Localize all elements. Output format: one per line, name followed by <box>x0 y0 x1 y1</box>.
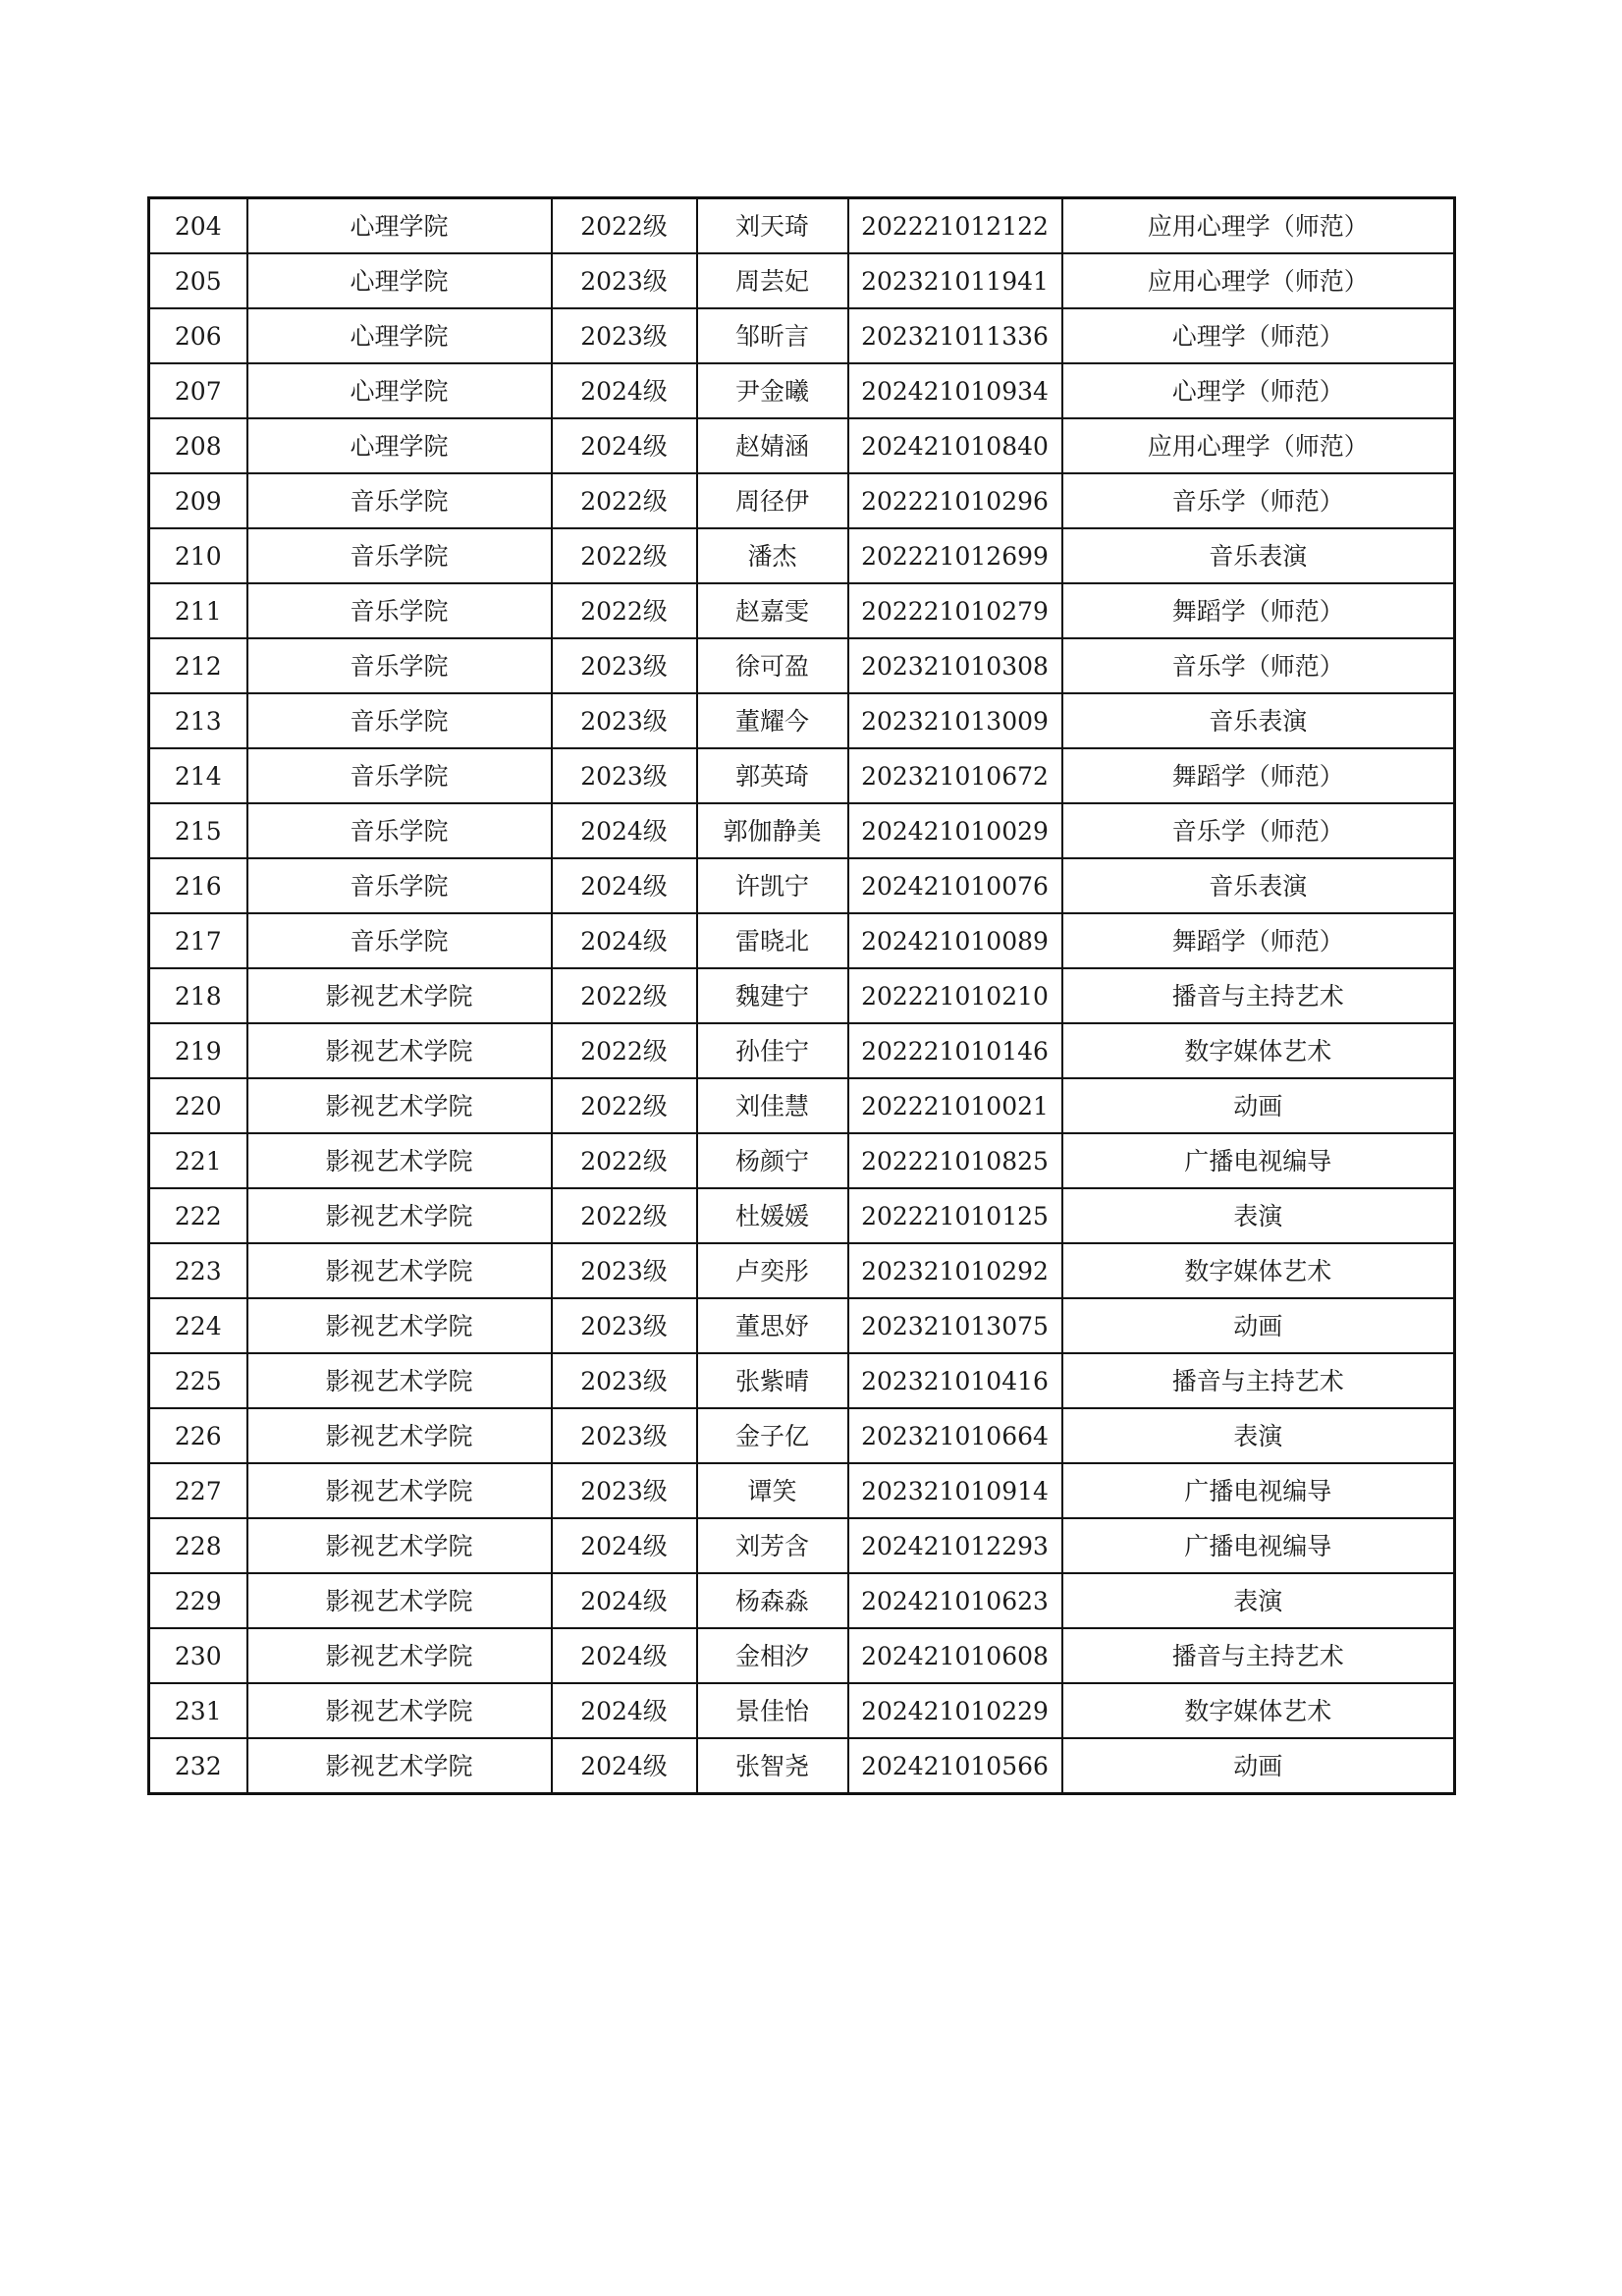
student-name-cell: 谭笑 <box>697 1463 848 1518</box>
grade-cell: 2023级 <box>552 748 697 803</box>
student-id-cell: 202221010296 <box>848 473 1062 528</box>
student-name-cell: 卢奕彤 <box>697 1243 848 1298</box>
grade-cell: 2022级 <box>552 528 697 583</box>
table-row <box>149 1298 1455 1353</box>
grade-cell: 2022级 <box>552 198 697 254</box>
table-row <box>149 418 1455 473</box>
grade-cell: 2022级 <box>552 1078 697 1133</box>
college-cell: 影视艺术学院 <box>247 1738 552 1794</box>
college-cell: 心理学院 <box>247 308 552 363</box>
row-number-cell: 206 <box>149 308 247 363</box>
row-number-cell: 216 <box>149 858 247 913</box>
college-cell: 影视艺术学院 <box>247 1298 552 1353</box>
grade-cell: 2024级 <box>552 363 697 418</box>
student-id-cell: 202321011336 <box>848 308 1062 363</box>
table-row <box>149 1133 1455 1188</box>
grade-cell: 2024级 <box>552 1683 697 1738</box>
major-cell: 应用心理学（师范） <box>1062 253 1455 308</box>
student-id-cell: 202221010279 <box>848 583 1062 638</box>
grade-cell: 2022级 <box>552 1023 697 1078</box>
student-id-cell: 202421012293 <box>848 1518 1062 1573</box>
college-cell: 音乐学院 <box>247 528 552 583</box>
student-id-cell: 202321011941 <box>848 253 1062 308</box>
row-number-cell: 228 <box>149 1518 247 1573</box>
student-id-cell: 202221010021 <box>848 1078 1062 1133</box>
student-id-cell: 202321013009 <box>848 693 1062 748</box>
row-number-cell: 214 <box>149 748 247 803</box>
table-row <box>149 1463 1455 1518</box>
student-name-cell: 周芸妃 <box>697 253 848 308</box>
student-name-cell: 许凯宁 <box>697 858 848 913</box>
student-name-cell: 周径伊 <box>697 473 848 528</box>
student-name-cell: 魏建宁 <box>697 968 848 1023</box>
major-cell: 播音与主持艺术 <box>1062 968 1455 1023</box>
student-name-cell: 杨森淼 <box>697 1573 848 1628</box>
grade-cell: 2024级 <box>552 858 697 913</box>
major-cell: 心理学（师范） <box>1062 308 1455 363</box>
table-row <box>149 1188 1455 1243</box>
student-id-cell: 202421010608 <box>848 1628 1062 1683</box>
student-id-cell: 202221012122 <box>848 198 1062 254</box>
college-cell: 心理学院 <box>247 363 552 418</box>
student-id-cell: 202221012699 <box>848 528 1062 583</box>
grade-cell: 2022级 <box>552 473 697 528</box>
table-row <box>149 583 1455 638</box>
student-id-cell: 202221010825 <box>848 1133 1062 1188</box>
table-row <box>149 528 1455 583</box>
table-row <box>149 968 1455 1023</box>
college-cell: 影视艺术学院 <box>247 1408 552 1463</box>
student-id-cell: 202421010623 <box>848 1573 1062 1628</box>
major-cell: 动画 <box>1062 1738 1455 1794</box>
student-id-cell: 202321010308 <box>848 638 1062 693</box>
table-row <box>149 913 1455 968</box>
student-id-cell: 202321010664 <box>848 1408 1062 1463</box>
row-number-cell: 221 <box>149 1133 247 1188</box>
major-cell: 音乐学（师范） <box>1062 638 1455 693</box>
major-cell: 动画 <box>1062 1298 1455 1353</box>
table-row <box>149 363 1455 418</box>
row-number-cell: 213 <box>149 693 247 748</box>
student-name-cell: 刘芳含 <box>697 1518 848 1573</box>
row-number-cell: 230 <box>149 1628 247 1683</box>
grade-cell: 2023级 <box>552 1353 697 1408</box>
student-name-cell: 孙佳宁 <box>697 1023 848 1078</box>
major-cell: 数字媒体艺术 <box>1062 1683 1455 1738</box>
row-number-cell: 232 <box>149 1738 247 1794</box>
student-name-cell: 金子亿 <box>697 1408 848 1463</box>
major-cell: 心理学（师范） <box>1062 363 1455 418</box>
student-id-cell: 202421010076 <box>848 858 1062 913</box>
student-name-cell: 董思妤 <box>697 1298 848 1353</box>
grade-cell: 2024级 <box>552 1573 697 1628</box>
table-row <box>149 638 1455 693</box>
table-row <box>149 1243 1455 1298</box>
major-cell: 表演 <box>1062 1573 1455 1628</box>
student-id-cell: 202221010125 <box>848 1188 1062 1243</box>
grade-cell: 2024级 <box>552 418 697 473</box>
college-cell: 影视艺术学院 <box>247 1353 552 1408</box>
student-name-cell: 尹金曦 <box>697 363 848 418</box>
row-number-cell: 219 <box>149 1023 247 1078</box>
major-cell: 动画 <box>1062 1078 1455 1133</box>
college-cell: 音乐学院 <box>247 693 552 748</box>
major-cell: 音乐学（师范） <box>1062 473 1455 528</box>
student-name-cell: 雷晓北 <box>697 913 848 968</box>
row-number-cell: 226 <box>149 1408 247 1463</box>
college-cell: 音乐学院 <box>247 913 552 968</box>
major-cell: 音乐表演 <box>1062 858 1455 913</box>
table-row <box>149 1078 1455 1133</box>
grade-cell: 2022级 <box>552 1188 697 1243</box>
grade-cell: 2023级 <box>552 308 697 363</box>
student-name-cell: 张智尧 <box>697 1738 848 1794</box>
student-id-cell: 202321010292 <box>848 1243 1062 1298</box>
grade-cell: 2024级 <box>552 913 697 968</box>
student-id-cell: 202321010416 <box>848 1353 1062 1408</box>
student-name-cell: 杜媛媛 <box>697 1188 848 1243</box>
table-row <box>149 858 1455 913</box>
college-cell: 音乐学院 <box>247 583 552 638</box>
grade-cell: 2024级 <box>552 803 697 858</box>
major-cell: 表演 <box>1062 1188 1455 1243</box>
major-cell: 音乐表演 <box>1062 693 1455 748</box>
major-cell: 舞蹈学（师范） <box>1062 583 1455 638</box>
student-id-cell: 202421010840 <box>848 418 1062 473</box>
college-cell: 音乐学院 <box>247 803 552 858</box>
table-row <box>149 1353 1455 1408</box>
grade-cell: 2024级 <box>552 1628 697 1683</box>
student-name-cell: 徐可盈 <box>697 638 848 693</box>
table-row <box>149 198 1455 254</box>
grade-cell: 2023级 <box>552 638 697 693</box>
student-name-cell: 金相汐 <box>697 1628 848 1683</box>
student-name-cell: 刘佳慧 <box>697 1078 848 1133</box>
roster-table-body <box>149 198 1455 1794</box>
row-number-cell: 225 <box>149 1353 247 1408</box>
row-number-cell: 215 <box>149 803 247 858</box>
row-number-cell: 231 <box>149 1683 247 1738</box>
student-name-cell: 刘天琦 <box>697 198 848 254</box>
student-id-cell: 202221010210 <box>848 968 1062 1023</box>
college-cell: 音乐学院 <box>247 858 552 913</box>
student-id-cell: 202421010229 <box>848 1683 1062 1738</box>
row-number-cell: 209 <box>149 473 247 528</box>
grade-cell: 2023级 <box>552 253 697 308</box>
table-row <box>149 308 1455 363</box>
table-row <box>149 1683 1455 1738</box>
student-id-cell: 202321013075 <box>848 1298 1062 1353</box>
student-id-cell: 202421010566 <box>848 1738 1062 1794</box>
student-name-cell: 张紫晴 <box>697 1353 848 1408</box>
major-cell: 播音与主持艺术 <box>1062 1628 1455 1683</box>
college-cell: 影视艺术学院 <box>247 1573 552 1628</box>
student-name-cell: 郭英琦 <box>697 748 848 803</box>
college-cell: 影视艺术学院 <box>247 1078 552 1133</box>
row-number-cell: 224 <box>149 1298 247 1353</box>
college-cell: 心理学院 <box>247 198 552 254</box>
student-roster-table <box>147 196 1456 1795</box>
grade-cell: 2023级 <box>552 1243 697 1298</box>
college-cell: 影视艺术学院 <box>247 1243 552 1298</box>
college-cell: 影视艺术学院 <box>247 1133 552 1188</box>
row-number-cell: 212 <box>149 638 247 693</box>
row-number-cell: 204 <box>149 198 247 254</box>
college-cell: 音乐学院 <box>247 638 552 693</box>
table-row <box>149 803 1455 858</box>
table-row <box>149 1738 1455 1794</box>
student-name-cell: 赵嘉雯 <box>697 583 848 638</box>
student-name-cell: 景佳怡 <box>697 1683 848 1738</box>
college-cell: 影视艺术学院 <box>247 1683 552 1738</box>
table-row <box>149 1628 1455 1683</box>
major-cell: 音乐学（师范） <box>1062 803 1455 858</box>
row-number-cell: 208 <box>149 418 247 473</box>
table-row <box>149 253 1455 308</box>
student-id-cell: 202421010934 <box>848 363 1062 418</box>
grade-cell: 2022级 <box>552 968 697 1023</box>
table-row <box>149 748 1455 803</box>
row-number-cell: 220 <box>149 1078 247 1133</box>
college-cell: 心理学院 <box>247 418 552 473</box>
row-number-cell: 217 <box>149 913 247 968</box>
table-row <box>149 1023 1455 1078</box>
college-cell: 音乐学院 <box>247 473 552 528</box>
major-cell: 音乐表演 <box>1062 528 1455 583</box>
table-row <box>149 1518 1455 1573</box>
major-cell: 表演 <box>1062 1408 1455 1463</box>
row-number-cell: 229 <box>149 1573 247 1628</box>
student-name-cell: 邹昕言 <box>697 308 848 363</box>
table-row <box>149 1573 1455 1628</box>
row-number-cell: 222 <box>149 1188 247 1243</box>
student-name-cell: 董耀今 <box>697 693 848 748</box>
student-name-cell: 郭伽静美 <box>697 803 848 858</box>
major-cell: 播音与主持艺术 <box>1062 1353 1455 1408</box>
major-cell: 应用心理学（师范） <box>1062 198 1455 254</box>
grade-cell: 2022级 <box>552 1133 697 1188</box>
row-number-cell: 211 <box>149 583 247 638</box>
major-cell: 数字媒体艺术 <box>1062 1023 1455 1078</box>
grade-cell: 2023级 <box>552 1408 697 1463</box>
grade-cell: 2022级 <box>552 583 697 638</box>
grade-cell: 2024级 <box>552 1738 697 1794</box>
student-id-cell: 202321010672 <box>848 748 1062 803</box>
row-number-cell: 205 <box>149 253 247 308</box>
college-cell: 影视艺术学院 <box>247 968 552 1023</box>
row-number-cell: 223 <box>149 1243 247 1298</box>
major-cell: 广播电视编导 <box>1062 1463 1455 1518</box>
row-number-cell: 218 <box>149 968 247 1023</box>
student-name-cell: 潘杰 <box>697 528 848 583</box>
major-cell: 广播电视编导 <box>1062 1133 1455 1188</box>
college-cell: 影视艺术学院 <box>247 1518 552 1573</box>
student-id-cell: 202221010146 <box>848 1023 1062 1078</box>
college-cell: 影视艺术学院 <box>247 1628 552 1683</box>
college-cell: 影视艺术学院 <box>247 1023 552 1078</box>
table-row <box>149 473 1455 528</box>
major-cell: 应用心理学（师范） <box>1062 418 1455 473</box>
major-cell: 舞蹈学（师范） <box>1062 913 1455 968</box>
student-name-cell: 杨颜宁 <box>697 1133 848 1188</box>
major-cell: 舞蹈学（师范） <box>1062 748 1455 803</box>
grade-cell: 2023级 <box>552 1463 697 1518</box>
table-row <box>149 693 1455 748</box>
college-cell: 影视艺术学院 <box>247 1463 552 1518</box>
table-row <box>149 1408 1455 1463</box>
row-number-cell: 207 <box>149 363 247 418</box>
grade-cell: 2023级 <box>552 1298 697 1353</box>
student-id-cell: 202321010914 <box>848 1463 1062 1518</box>
college-cell: 心理学院 <box>247 253 552 308</box>
student-name-cell: 赵婧涵 <box>697 418 848 473</box>
college-cell: 影视艺术学院 <box>247 1188 552 1243</box>
grade-cell: 2024级 <box>552 1518 697 1573</box>
student-id-cell: 202421010089 <box>848 913 1062 968</box>
grade-cell: 2023级 <box>552 693 697 748</box>
college-cell: 音乐学院 <box>247 748 552 803</box>
student-id-cell: 202421010029 <box>848 803 1062 858</box>
major-cell: 数字媒体艺术 <box>1062 1243 1455 1298</box>
major-cell: 广播电视编导 <box>1062 1518 1455 1573</box>
row-number-cell: 210 <box>149 528 247 583</box>
row-number-cell: 227 <box>149 1463 247 1518</box>
